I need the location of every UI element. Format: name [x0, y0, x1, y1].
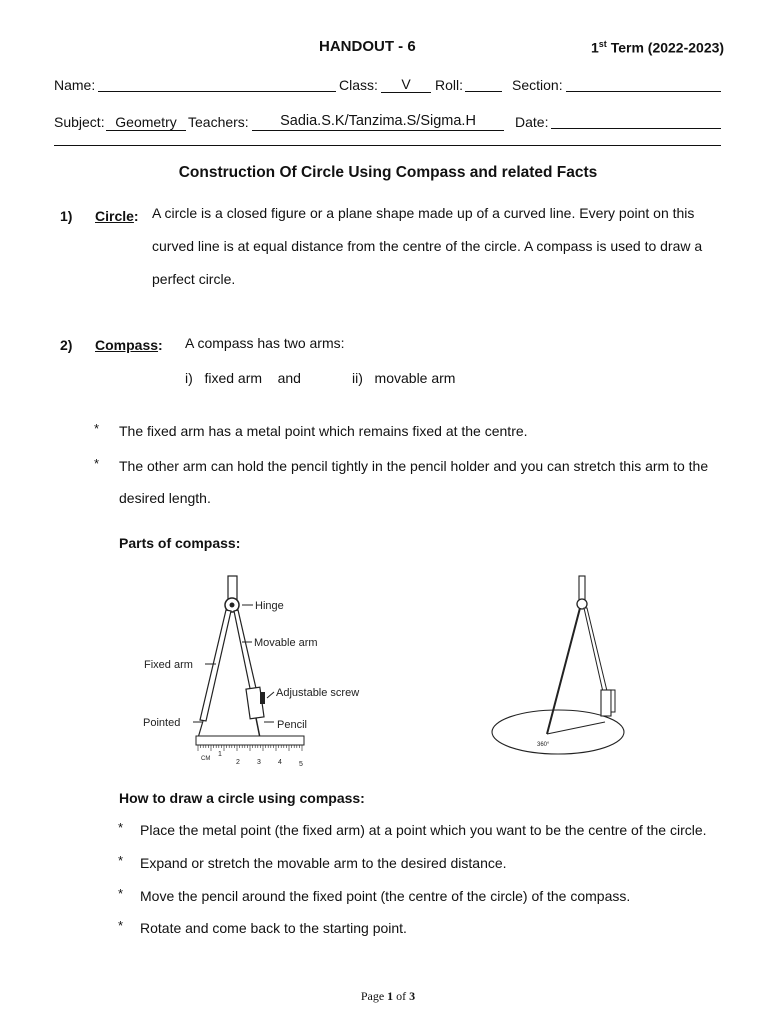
ruler-unit: CM — [201, 756, 211, 762]
ruler-tick-label-2: 2 — [236, 759, 240, 766]
section-1-number: 1) — [60, 208, 73, 224]
section-2-term — [95, 337, 163, 353]
compass-intro: A compass has two arms: — [185, 335, 345, 351]
ruler-ticks — [198, 745, 302, 751]
hinge-pin — [230, 603, 235, 608]
page-current: 1 — [387, 989, 394, 1003]
page-number — [0, 989, 768, 1004]
page-total: 3 — [409, 989, 416, 1003]
class-label: Class: — [339, 77, 378, 93]
circle-line-3: perfect circle. — [152, 271, 236, 287]
circle-line-1: A circle is a closed figure or a plane shape made up of a curved line. Every point on this — [152, 205, 695, 221]
compass-circle-diagram — [485, 572, 630, 764]
howto-step-4: Rotate and come back to the starting point. — [140, 920, 407, 936]
howto-step-2: Expand or stretch the movable arm to the desired distance. — [140, 855, 507, 871]
compass-bullet-2: The other arm can hold the pencil tightly in the pencil holder and you can stretch this arm to the — [119, 458, 709, 474]
bullet-marker: * — [94, 421, 100, 436]
teachers-field[interactable]: Sadia.S.K/Tanzima.S/Sigma.H — [252, 113, 504, 131]
parts-heading: Parts of compass: — [119, 535, 241, 551]
compass-colon: : — [158, 337, 163, 353]
page-word: Page — [360, 989, 385, 1003]
term-number: 1 — [591, 39, 599, 56]
section-label: Section: — [512, 77, 563, 93]
bullet-marker: * — [118, 886, 124, 901]
pencil-lead — [256, 718, 260, 738]
bullet-marker: * — [118, 918, 124, 933]
ruler — [196, 736, 304, 745]
ruler-tick-label-4: 4 — [278, 759, 282, 766]
compass-term: Compass — [95, 337, 159, 353]
compass-bullet-1: The fixed arm has a metal point which remains fixed at the centre. — [119, 423, 528, 439]
ruler-tick-label-5: 5 — [299, 761, 303, 768]
howto-step-1: Place the metal point (the fixed arm) at a point which you want to be the centre of the circle. — [140, 822, 707, 838]
arm-two: ii) movable arm — [352, 370, 456, 386]
circle-line-2: curved line is at equal distance from the centre of the circle. A compass is used to draw a — [152, 238, 703, 254]
term-text: Term (2022-2023) — [606, 39, 725, 56]
pencil-holder — [601, 690, 611, 716]
page-of: of — [396, 989, 407, 1003]
movable-arm — [584, 608, 607, 692]
ruler-tick-label-3: 3 — [257, 759, 261, 766]
roll-label: Roll: — [435, 77, 464, 93]
compass-handle — [579, 576, 585, 600]
bullet-marker: * — [94, 456, 100, 471]
ruler-tick-label-1: 1 — [218, 751, 222, 758]
date-field[interactable] — [551, 114, 721, 129]
label-movable-arm: Movable arm — [254, 637, 318, 649]
circle-term: Circle — [95, 208, 134, 224]
term-superscript: st — [598, 39, 607, 49]
compass-handle — [228, 576, 237, 600]
compass-bullet-2-cont: desired length. — [119, 490, 211, 506]
bullet-marker: * — [118, 820, 124, 835]
movable-arm — [234, 610, 258, 698]
radius-line — [547, 722, 605, 734]
page-title: Construction Of Circle Using Compass and related Facts — [178, 164, 598, 181]
handout-title: HANDOUT - 6 — [319, 38, 416, 55]
date-label: Date: — [515, 114, 549, 130]
section-field[interactable] — [566, 77, 721, 92]
class-field[interactable]: V — [381, 76, 431, 93]
term-label — [591, 39, 724, 56]
section-1-term — [95, 208, 139, 224]
fixed-arm-needle — [198, 721, 203, 738]
label-pointed: Pointed — [143, 717, 181, 729]
label-adjustable-screw: Adjustable screw — [276, 687, 360, 699]
roll-field[interactable] — [465, 77, 502, 92]
arm-one: i) fixed arm and — [185, 370, 301, 386]
howto-heading: How to draw a circle using compass: — [119, 790, 365, 806]
name-label: Name: — [54, 77, 96, 93]
header-divider — [54, 145, 721, 146]
fixed-arm — [547, 608, 580, 734]
label-pencil: Pencil — [277, 719, 307, 731]
circle-colon: : — [133, 208, 139, 224]
teachers-label: Teachers: — [188, 114, 249, 130]
label-hinge: Hinge — [255, 600, 284, 612]
subject-label: Subject: — [54, 114, 105, 130]
label-fixed-arm: Fixed arm — [144, 659, 193, 671]
fixed-arm — [200, 610, 231, 721]
compass-parts-diagram — [130, 570, 380, 775]
subject-field[interactable]: Geometry — [106, 114, 186, 131]
section-2-number: 2) — [60, 337, 73, 353]
adjustable-screw — [611, 690, 615, 712]
adjustable-screw — [260, 692, 265, 704]
name-field[interactable] — [98, 77, 336, 92]
angle-label: 360° — [537, 742, 550, 748]
bullet-marker: * — [118, 853, 124, 868]
howto-step-3: Move the pencil around the fixed point (the centre of the circle) of the compass. — [140, 888, 631, 904]
